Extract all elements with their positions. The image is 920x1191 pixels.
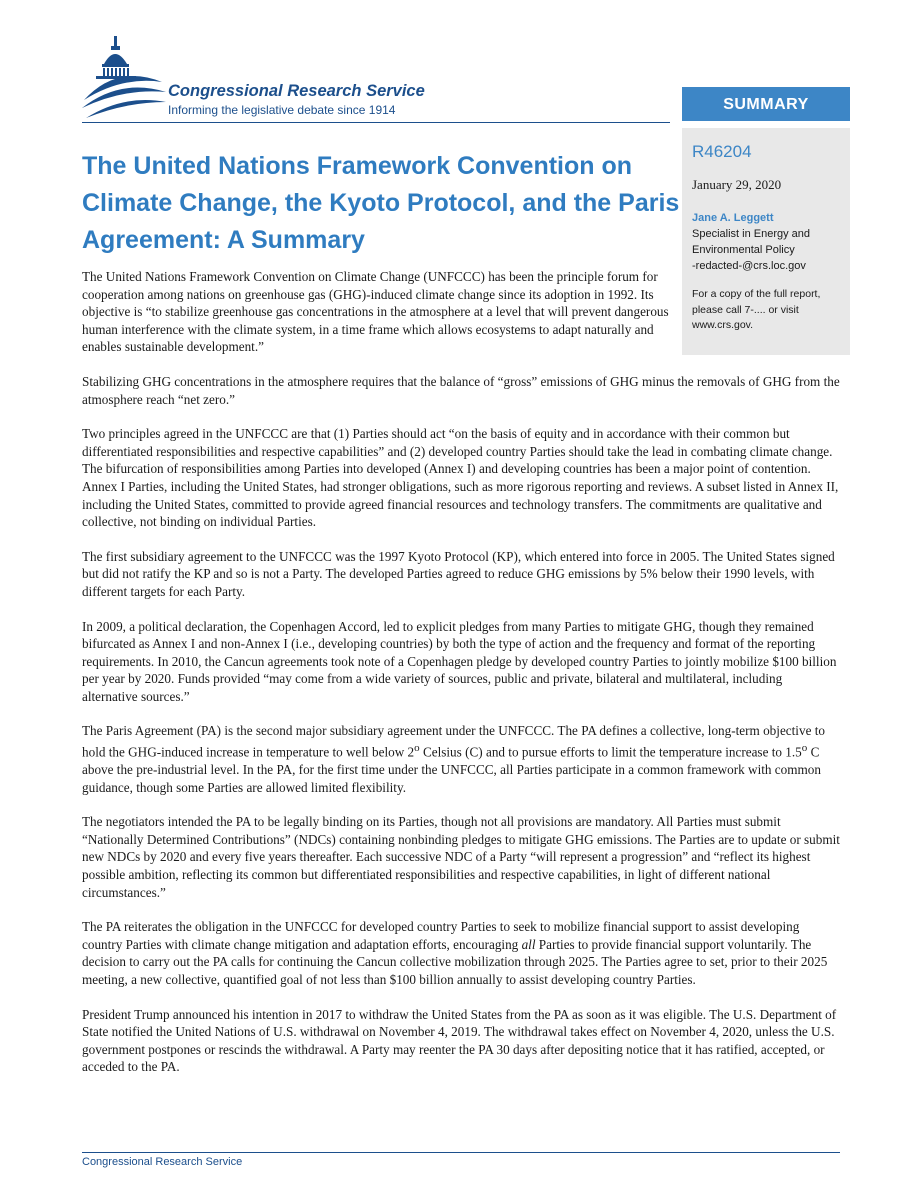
paragraph-finance	[82, 918, 840, 988]
author-title-line2: Environmental Policy	[692, 244, 795, 256]
paragraph-withdrawal: President Trump announced his intention in 2017 to withdraw the United States from the PA as soon as it was eligible. The U.S. Department of State notified the United Nations of U.S. withdrawal on November 4, 2019. The withdrawal takes effect on November 4, 2020, unless the U.S. government postpones or rescinds the withdrawal. A Party may reenter the PA 30 days after depositing notice that it has ratified, accepted, or acceded to the PA.	[82, 1006, 837, 1075]
paris-text-3: C above the pre-industrial level. In the PA, for the first time under the UNFCCC, all Parties participate in a common framework with common guidance, though some Parties are allowed limited flexibility.	[82, 744, 821, 795]
paragraph-paris-agreement	[82, 722, 840, 796]
paragraph-unfccc-intro: The United Nations Framework Convention on Climate Change (UNFCCC) has been the principle forum for cooperation among nations on greenhouse gas (GHG)-induced climate change since its adoption in 1992. Its objective is “to stabilize greenhouse gas concentrations in the atmosphere at a level that will prevent dangerous human interference with the climate system, in a time frame which allows ecosystems to adapt naturally and enables sustainable development.”	[82, 269, 669, 355]
document-title: The United Nations Framework Convention on Climate Change, the Kyoto Protocol, and the Paris Agreement: A Summary	[82, 152, 680, 254]
crs-logo[interactable]	[82, 34, 482, 124]
note-line-2: please call 7-.... or visit	[692, 303, 799, 316]
paragraph-kyoto: The first subsidiary agreement to the UNFCCC was the 1997 Kyoto Protocol (KP), which entered into force in 2005. The United States signed but did not ratify the KP and so is not a Party. The developed Parties agreed to reduce GHG emissions by 5% below their 1990 levels, with different targets for each Party.	[82, 548, 835, 599]
header-divider	[82, 122, 670, 123]
finance-text-2: Parties to provide financial support voluntarily. The decision to carry out the PA calls for continuing the Cancun collective mobilization through 2025. The Parties agree to set, prior to their 2025 meeting, a new collective, quantified goal of not less than $100 billion annually to assist developing country Parties.	[82, 936, 828, 987]
note-link[interactable]: www.crs.gov.	[692, 319, 754, 331]
degree-mark: o	[414, 742, 420, 755]
note-line-1: For a copy of the full report,	[692, 288, 821, 300]
degree-mark: o	[801, 742, 808, 755]
paragraph-ndcs: The negotiators intended the PA to be legally binding on its Parties, though not all provisions are mandatory. All Parties must submit “Nationally Determined Contributions” (NDCs) containing nonbinding pledges to mitigate GHG emissions. The Parties are to update or submit new NDCs by 2020 and every five years thereafter. Each successive NDC of a Party “will represent a progression” and “reflect its highest possible ambition, reflecting its common but differentiated responsibilities and respective capabilities, in light of different national circumstances.”	[82, 814, 840, 900]
finance-text-1: The PA reiterates the obligation in the UNFCCC for developed country Parties to seek to mobilize financial support to assist developing country Parties with climate change mitigation and adaptation efforts, encouraging	[82, 919, 800, 952]
author-email[interactable]: -redacted-@crs.loc.gov	[692, 260, 806, 272]
paris-text-2: Celsius (C) and to pursue efforts to limit the temperature increase to 1.5	[419, 744, 802, 760]
paragraph-net-zero: Stabilizing GHG concentrations in the atmosphere requires that the balance of “gross” emissions of GHG minus the removals of GHG from the atmosphere reach “net zero.”	[82, 373, 840, 407]
org-tagline: Informing the legislative debate since 1914	[168, 103, 396, 117]
report-date: January 29, 2020	[692, 177, 782, 192]
summary-body	[82, 268, 840, 1093]
paragraph-copenhagen: In 2009, a political declaration, the Copenhagen Accord, led to explicit pledges from many Parties to mitigate GHG, though they remained bifurcated as Annex I and non-Annex I (i.e., developing countries) by both the type of action and the frequency and format of the reporting requirements. In 2010, the Cancun agreements took note of a Copenhagen pledge by developed country Parties to jointly mobilize $100 billion per year by 2020. Funds provided “may come from a wide variety of sources, public and private, bilateral and multilateral, including alternative sources.”	[82, 618, 837, 704]
paris-text-1: The Paris Agreement (PA) is the second major subsidiary agreement under the UNFCCC. The PA defines a collective, long-term objective to hold the GHG-induced increase in temperature to well below 2	[82, 723, 825, 760]
report-number: R46204	[692, 142, 752, 161]
footer-org-name: Congressional Research Service	[82, 1156, 243, 1168]
author-title-line1: Specialist in Energy and	[692, 228, 811, 240]
summary-tab: SUMMARY	[682, 87, 850, 121]
capitol-dome-icon	[82, 34, 166, 120]
org-name: Congressional Research Service	[168, 82, 425, 100]
author-name: Jane A. Leggett	[692, 212, 774, 224]
footer-divider	[82, 1152, 840, 1153]
emphasis-all: all	[521, 936, 536, 952]
paragraph-principles: Two principles agreed in the UNFCCC are that (1) Parties should act “on the basis of equity and in accordance with their common but differentiated responsibilities and respective capabilities” and (2) developed country Parties should take the lead in combating climate change. The bifurcation of responsibilities among Parties into developed (Annex I) and developing countries has been a major point of contention. Annex I Parties, including the United States, had stronger obligations, such as more rigorous reporting and reviews. A subset listed in Annex II, including the United States, committed to provide agreed financial resources and technology transfers. The commitments are qualitative and collective, not binding on individual Parties.	[82, 426, 839, 530]
